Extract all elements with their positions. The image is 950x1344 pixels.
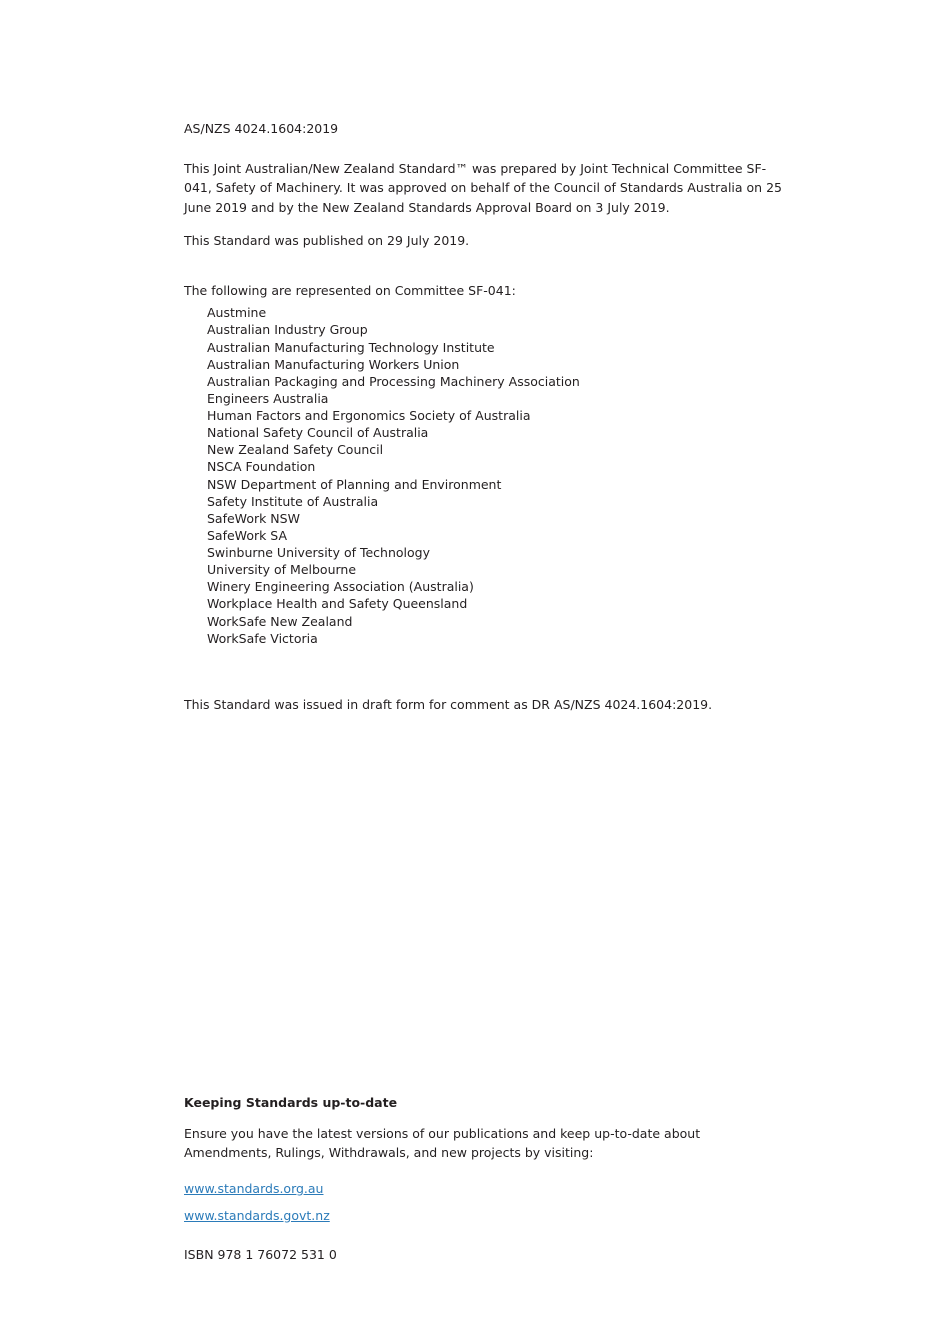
publication-paragraph: This Standard was published on 29 July 2019. [184, 233, 470, 249]
preparation-paragraph: This Joint Australian/New Zealand Standard™ was prepared by Joint Technical Committee SF-041, Safety of Machinery. It was approved on behalf of the Council of Standards Australia on 25 June 2019 and by the New Zealand Standards Approval Board on 3 July 2019. [184, 160, 782, 215]
list-item: Engineers Australia [207, 390, 329, 406]
footer-heading: Keeping Standards up-to-date [184, 1095, 398, 1110]
standards-govt-nz-link[interactable]: www.standards.govt.nz [184, 1208, 330, 1223]
list-item: Austmine [207, 305, 267, 321]
committee-member-list [184, 304, 784, 647]
standard-reference: AS/NZS 4024.1604:2019 [184, 121, 339, 136]
list-item: Australian Manufacturing Workers Union [207, 356, 460, 372]
keeping-standards-section [184, 1094, 784, 1234]
list-item: University of Melbourne [207, 562, 357, 578]
list-item: Safety Institute of Australia [207, 493, 379, 509]
list-item: WorkSafe New Zealand [207, 613, 353, 629]
list-item: Swinburne University of Technology [207, 545, 430, 560]
list-item: SafeWork NSW [207, 510, 300, 526]
draft-note: This Standard was issued in draft form for comment as DR AS/NZS 4024.1604:2019. [184, 696, 713, 712]
list-item: NSW Department of Planning and Environment [207, 476, 502, 492]
standards-org-au-link[interactable]: www.standards.org.au [184, 1180, 324, 1196]
list-item: Winery Engineering Association (Australia) [207, 579, 474, 595]
list-item: Australian Packaging and Processing Machinery Association [207, 373, 580, 389]
isbn-text: ISBN 978 1 76072 531 0 [184, 1247, 337, 1262]
footer-paragraph: Ensure you have the latest versions of our publications and keep up-to-date about Amendments, Rulings, Withdrawals, and new projects by visiting: [184, 1125, 701, 1160]
page-content [184, 120, 784, 714]
section-spacer [184, 263, 784, 281]
list-item: NSCA Foundation [207, 459, 316, 475]
list-item: National Safety Council of Australia [207, 425, 429, 441]
list-item: WorkSafe Victoria [207, 630, 318, 646]
committee-intro: The following are represented on Committee SF-041: [184, 282, 516, 298]
list-item: Australian Industry Group [207, 322, 368, 338]
list-item: Workplace Health and Safety Queensland [207, 596, 468, 612]
list-item: New Zealand Safety Council [207, 442, 384, 458]
list-item: Human Factors and Ergonomics Society of Australia [207, 408, 531, 423]
list-item: SafeWork SA [207, 527, 288, 543]
list-item: Australian Manufacturing Technology Institute [207, 339, 495, 355]
